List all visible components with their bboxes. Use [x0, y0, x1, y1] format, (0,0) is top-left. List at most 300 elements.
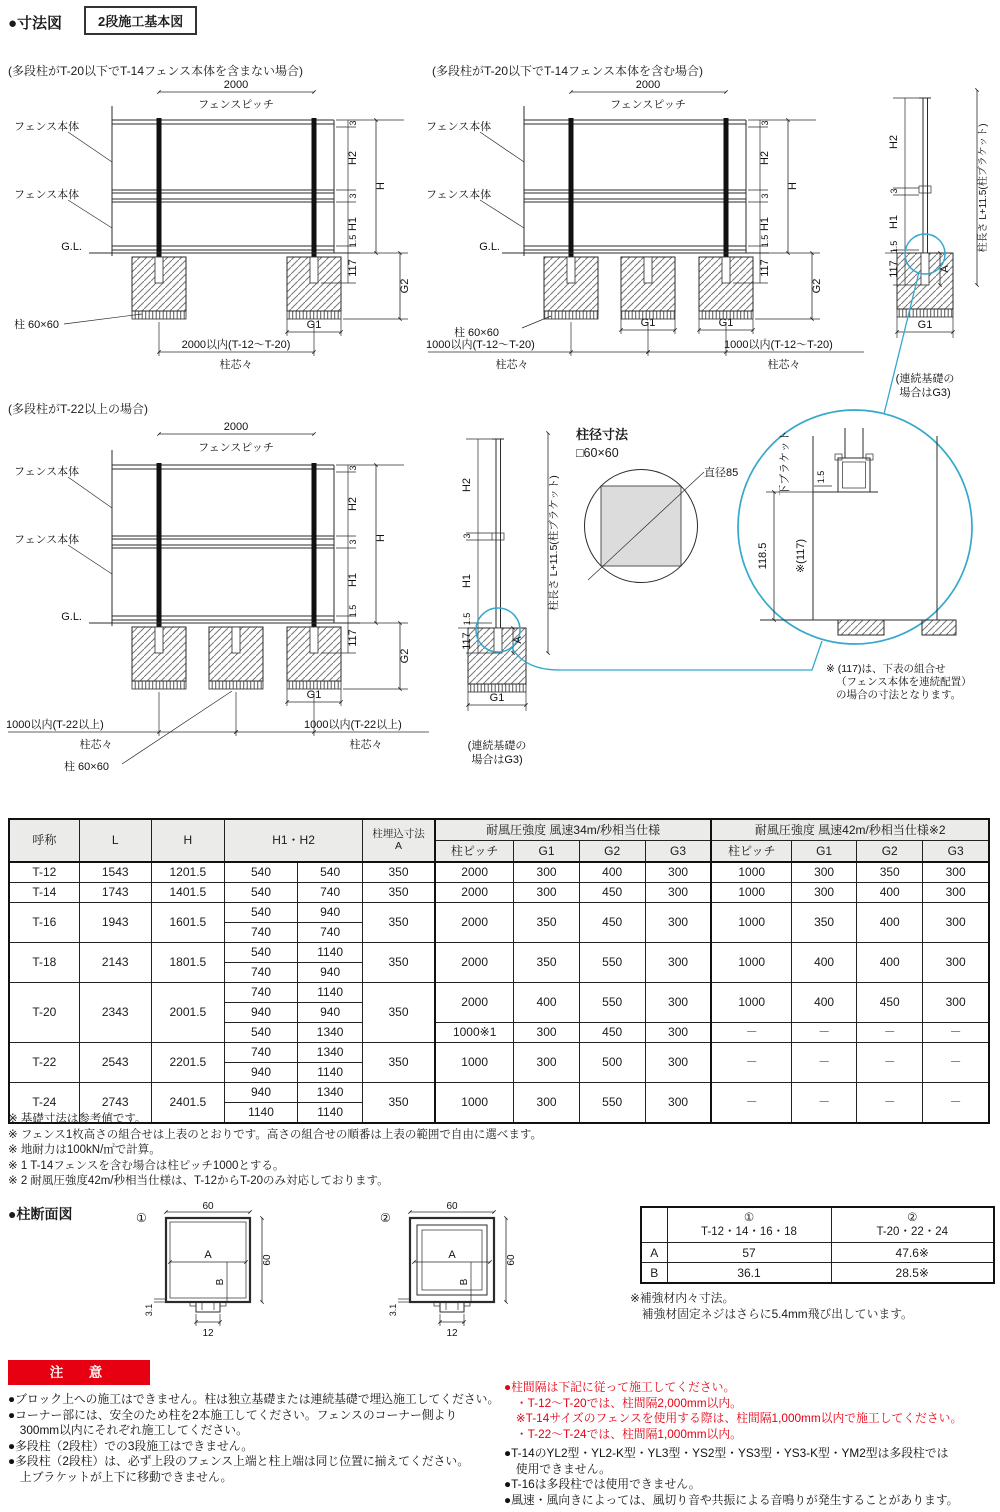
spec-cell: 2143	[79, 943, 151, 983]
spec-cell: 300	[514, 1083, 579, 1124]
gl-label: G.L.	[61, 241, 82, 253]
spec-cell: 400	[579, 862, 645, 883]
note-label: (連続基礎の	[467, 740, 527, 752]
header-row-1	[9, 819, 989, 841]
spec-row	[9, 883, 989, 903]
dim-label: G1	[489, 692, 505, 704]
header-row	[641, 1207, 994, 1243]
spec-row	[9, 862, 989, 883]
spec-cell: 1000	[711, 943, 791, 983]
reinforce-dim-table	[640, 1206, 995, 1284]
dim-label: 3	[348, 120, 358, 126]
dim-label: 柱長さ L+11.5(柱ブラケット)	[548, 475, 560, 611]
post-label: 柱 60×60	[454, 327, 499, 339]
col-header-name: 呼称	[9, 819, 79, 862]
dim-label: 1.5	[889, 240, 899, 254]
caution-line: ●多段柱（2段柱）は、必ず上段のフェンス上端と柱上端は同じ位置に揃えてください。	[8, 1454, 470, 1469]
part-label: フェンス本体	[426, 121, 492, 133]
dim-label: H1	[347, 216, 359, 232]
dim-label: 60	[262, 1254, 273, 1266]
spec-cell: T-22	[9, 1043, 79, 1083]
dim-label: 117	[759, 259, 771, 277]
dim-label: 3.1	[388, 1303, 398, 1317]
caution-title: 注 意	[8, 1360, 150, 1385]
spec-cell: 1140	[224, 1103, 297, 1124]
post-label: 柱 60×60	[14, 319, 59, 331]
spec-cell: T-14	[9, 883, 79, 903]
col-header-g1: G1	[792, 841, 857, 863]
dim-label: フェンスピッチ	[198, 99, 274, 111]
col-header-H: H	[151, 819, 224, 862]
spec-cell: 400	[792, 983, 857, 1023]
span-label: 柱芯々	[79, 739, 113, 751]
type-range: T-12・14・16・18	[701, 1226, 797, 1238]
spec-cell: 940	[224, 1003, 297, 1023]
spec-cell: 350	[514, 943, 579, 983]
dim-label: 1.5	[462, 612, 472, 626]
dim-label: 60	[446, 1201, 458, 1212]
dim-label: G2	[811, 278, 823, 294]
spec-cell: 940	[298, 1003, 363, 1023]
drawing-post-side-1	[845, 80, 1000, 410]
gl-label: G.L.	[61, 611, 82, 623]
post-dia-title: 柱径寸法	[576, 427, 629, 442]
dim-label: A	[939, 265, 951, 273]
spec-cell: 450	[579, 883, 645, 903]
caution-line: ●ブロック上への施工はできません。柱は独立基礎または連続基礎で埋込施工してください。	[8, 1392, 500, 1406]
dim-label: H2	[888, 134, 900, 150]
diagram-type-badge: 2段施工基本図	[84, 6, 197, 35]
spec-cell: 350	[363, 903, 435, 943]
dim-label: 柱長さ L+11.5(柱ブラケット)	[978, 123, 989, 253]
table-note-line: ※ 2 耐風圧強度42m/秒相当仕様は、T-12からT-20のみ対応しております。	[8, 1175, 389, 1187]
usage-notes	[504, 1446, 996, 1508]
caution-list	[8, 1392, 500, 1486]
dim-label: 1.5	[348, 234, 358, 248]
caption-drawing3: (多段柱がT-22以上の場合)	[8, 402, 149, 416]
value-cell: 57	[667, 1243, 831, 1263]
spec-cell: 450	[579, 1023, 645, 1043]
cross-section-title: ●柱断面図	[8, 1206, 73, 1222]
caution-line: 上ブラケットが上下に移動できません。	[8, 1469, 233, 1484]
spec-cell: 2000	[435, 903, 514, 943]
spec-cell: 1000	[435, 1083, 514, 1124]
page-title: ●寸法図	[8, 15, 63, 32]
note-label: 場合はG3)	[899, 387, 951, 399]
dim-label: 直径85	[704, 467, 739, 479]
spec-cell: 2743	[79, 1083, 151, 1124]
spec-cell: 400	[514, 983, 579, 1023]
part-label: フェンス本体	[14, 534, 80, 546]
row-label: B	[641, 1263, 667, 1284]
caution-line: ●多段柱（2段柱）での3段施工はできません。	[8, 1438, 254, 1453]
dim-label: H1	[347, 572, 359, 588]
spec-cell: 2000	[435, 983, 514, 1023]
spec-cell: －	[792, 1043, 857, 1083]
spec-cell: 2201.5	[151, 1043, 224, 1083]
footings	[132, 257, 341, 319]
gl-label: G.L.	[479, 241, 500, 253]
spec-cell: 450	[579, 903, 645, 943]
span-label: 1000以内(T-22以上)	[6, 719, 104, 731]
note-label: (連続基礎の	[895, 373, 955, 385]
span-label: 1000以内(T-12～T-20)	[724, 339, 833, 351]
drawing-elevation-3	[4, 418, 434, 778]
circled-number: ②	[380, 1211, 391, 1225]
spec-cell: 300	[645, 983, 711, 1023]
spec-cell: 1000	[711, 903, 791, 943]
spec-cell: 540	[224, 903, 297, 923]
spec-cell: 350	[792, 903, 857, 943]
spec-cell: 300	[792, 883, 857, 903]
footings	[544, 257, 753, 319]
spec-cell: 1601.5	[151, 903, 224, 943]
spec-cell: 1401.5	[151, 883, 224, 903]
spec-cell: 300	[645, 943, 711, 983]
spec-cell: 1000※1	[435, 1023, 514, 1043]
dim-label: 12	[446, 1328, 458, 1339]
part-label: フェンス本体	[14, 466, 80, 478]
black-note-line: ●風速・風向きによっては、風切り音や共振による音鳴りが発生することがあります。	[504, 1492, 959, 1507]
spec-cell: 300	[645, 1083, 711, 1124]
dim-label: 3	[348, 193, 358, 199]
span-label: 2000以内(T-12～T-20)	[181, 339, 291, 351]
spec-cell: －	[923, 1023, 989, 1043]
col-header-g2: G2	[857, 841, 923, 863]
spec-cell: T-24	[9, 1083, 79, 1124]
spec-cell: －	[923, 1043, 989, 1083]
dim-label: H1	[759, 216, 771, 232]
spec-cell: 1000	[711, 883, 791, 903]
spec-cell: 540	[298, 862, 363, 883]
red-note-line: ●柱間隔は下記に従って施工してください。	[504, 1380, 736, 1394]
spec-cell: 2001.5	[151, 983, 224, 1043]
spec-cell: 940	[298, 963, 363, 983]
col-header-h1h2: H1・H2	[224, 819, 362, 862]
table-notes	[8, 1112, 542, 1190]
spec-cell: 740	[224, 923, 297, 943]
fence-structure	[524, 106, 746, 256]
circled-number: ②	[907, 1211, 918, 1224]
spec-cell: 1543	[79, 862, 151, 883]
span-label: 柱芯々	[495, 359, 529, 371]
dim-label: 3	[348, 465, 358, 471]
group-header-wind34: 耐風圧強度 風速34m/秒相当仕様	[435, 819, 712, 841]
post-square	[601, 486, 681, 566]
drawing-cross-section-1	[128, 1202, 308, 1350]
group-header-wind42: 耐風圧強度 風速42m/秒相当仕様※2	[711, 819, 989, 841]
spec-cell: 1743	[79, 883, 151, 903]
dim-label: 3	[760, 120, 770, 126]
dim-label: G2	[399, 648, 411, 664]
spec-cell: 1340	[298, 1043, 363, 1063]
circled-number: ①	[743, 1211, 755, 1224]
post-dia-size: □60×60	[576, 446, 619, 460]
table-note-line: ※ 1 T-14フェンスを含む場合は柱ピッチ1000とする。	[8, 1159, 285, 1172]
dim-label: G2	[399, 278, 411, 294]
drawing-elevation-2	[424, 78, 869, 378]
spec-cell: T-20	[9, 983, 79, 1043]
spec-cell: －	[711, 1043, 791, 1083]
spec-cell: 300	[923, 943, 989, 983]
post-profile	[410, 1218, 494, 1312]
table-note-line: ※ フェンス1枚高さの組合せは上表のとおりです。高さの組合せの順番は上表の範囲で自由に選べます。	[8, 1128, 542, 1141]
fence-structure	[112, 450, 334, 626]
spec-cell: －	[792, 1023, 857, 1043]
dim-label: H2	[347, 496, 359, 512]
dim-label: G1	[718, 317, 734, 329]
detail-note: （フェンス本体を連続配置）	[836, 676, 972, 688]
spec-cell: 300	[923, 903, 989, 943]
dim-label: 2000	[635, 79, 661, 91]
col-header-type2	[831, 1207, 994, 1243]
spec-cell: 2000	[435, 943, 514, 983]
dim-label: 3	[889, 188, 899, 194]
spec-cell: －	[857, 1023, 923, 1043]
spec-cell: 350	[514, 903, 579, 943]
black-note-line: 使用できません。	[504, 1461, 611, 1476]
spec-cell: T-12	[9, 862, 79, 883]
spec-cell: T-16	[9, 903, 79, 943]
part-label: フェンス本体	[426, 189, 492, 201]
dim-label: H	[375, 182, 387, 190]
dim-label: 2000	[223, 421, 249, 433]
row-B	[641, 1263, 994, 1284]
spec-cell: 300	[645, 1043, 711, 1083]
spec-cell: 300	[514, 883, 579, 903]
row-A	[641, 1243, 994, 1263]
spec-row	[9, 1083, 989, 1103]
spec-cell: 1201.5	[151, 862, 224, 883]
caption-drawing1: (多段柱がT-20以下でT-14フェンス本体を含まない場合)	[8, 64, 304, 78]
spec-cell: 350	[363, 1083, 435, 1124]
table-note-line: ※ 基礎寸法は参考値です。	[8, 1113, 147, 1125]
post-profile	[166, 1218, 250, 1312]
dim-label: H2	[347, 150, 359, 166]
span-label: 1000以内(T-12～T-20)	[426, 339, 535, 351]
dimension-lines	[8, 434, 429, 764]
caption-drawing2: (多段柱がT-20以下でT-14フェンス本体を含む場合)	[432, 64, 704, 78]
part-label: フェンス本体	[14, 189, 80, 201]
reinforce-note-2: 補強材固定ネジはさらに5.4mm飛び出しています。	[630, 1307, 913, 1321]
spec-cell: 350	[857, 862, 923, 883]
col-header-pitch42: 柱ピッチ	[711, 841, 791, 863]
dim-label: フェンスピッチ	[198, 442, 274, 454]
spec-cell: 550	[579, 1083, 645, 1124]
dim-label: A	[204, 1249, 212, 1261]
black-note-line: ●T-16は多段柱では使用できません。	[504, 1477, 701, 1492]
caution-line: 300mm以内にそれぞれ施工してください。	[8, 1423, 248, 1438]
spec-cell: 300	[792, 862, 857, 883]
col-header-g3: G3	[645, 841, 711, 863]
fence-structure	[112, 106, 334, 256]
spec-cell: 940	[298, 903, 363, 923]
spec-cell: －	[711, 1083, 791, 1124]
dim-label: H	[787, 182, 799, 190]
spec-cell: 300	[645, 883, 711, 903]
detail-note: の場合の寸法となります。	[836, 689, 962, 701]
col-header-type1	[667, 1207, 831, 1243]
col-header-g1: G1	[514, 841, 579, 863]
dim-label: 3	[760, 193, 770, 199]
spec-cell: 300	[645, 862, 711, 883]
dim-label: G1	[640, 317, 656, 329]
spec-cell: 300	[514, 862, 579, 883]
post-side	[492, 439, 504, 628]
spec-cell: 500	[579, 1043, 645, 1083]
part-label: 下ブラケット	[779, 430, 791, 496]
value-cell: 36.1	[667, 1263, 831, 1284]
spec-table	[8, 818, 990, 1124]
dim-label: 2000	[223, 79, 249, 91]
dim-label: 60	[506, 1254, 517, 1266]
dim-label: 1.5	[348, 604, 358, 618]
dim-label: H2	[461, 477, 473, 493]
spec-cell: －	[857, 1043, 923, 1083]
black-note-line: ●T-14のYL2型・YL2-K型・YL3型・YS2型・YS3型・YS3-K型・YM2型は多段柱では	[504, 1446, 949, 1460]
dim-label: H1	[888, 214, 900, 230]
embed-label-2: A	[395, 839, 403, 852]
spec-cell: 300	[645, 903, 711, 943]
col-header-embed	[363, 819, 435, 862]
spec-cell: 1801.5	[151, 943, 224, 983]
spec-cell: 1140	[298, 983, 363, 1003]
spec-cell: 2343	[79, 983, 151, 1043]
dim-label: 12	[202, 1328, 214, 1339]
empty-corner-cell	[641, 1207, 667, 1243]
drawing-elevation-1	[4, 78, 424, 378]
spec-cell: 540	[224, 883, 297, 903]
span-label: 柱芯々	[349, 739, 383, 751]
red-note-line: ・T-22～T-24では、柱間隔1,000mm以内。	[504, 1426, 742, 1441]
red-note-line: ※T-14サイズのフェンスを使用する際は、柱間隔1,000mm以内で施工してください。	[504, 1411, 963, 1426]
spec-cell: 1140	[298, 1103, 363, 1124]
spec-cell: 300	[923, 862, 989, 883]
post-label: 柱 60×60	[64, 761, 109, 773]
col-header-pitch34: 柱ピッチ	[435, 841, 514, 863]
spec-row	[9, 943, 989, 963]
red-note-line: ・T-12～T-20では、柱間隔2,000mm以内。	[504, 1395, 742, 1410]
part-label: フェンス本体	[14, 121, 80, 133]
dim-label: H1	[461, 573, 473, 589]
dim-label: 117	[461, 632, 473, 650]
span-label: 1000以内(T-22以上)	[304, 719, 402, 731]
dim-label: 118.5	[757, 542, 769, 570]
dim-label: フェンスピッチ	[610, 99, 686, 111]
row-label: A	[641, 1243, 667, 1263]
detail-note: ※ (117)は、下表の組合せ	[826, 663, 946, 675]
drawing-bracket-detail	[718, 380, 1000, 715]
spec-row	[9, 1043, 989, 1063]
spec-cell: 450	[857, 983, 923, 1023]
dim-label: G1	[306, 319, 322, 331]
spec-cell: 1000	[711, 862, 791, 883]
dim-label: A	[512, 636, 524, 644]
spec-cell: 1340	[298, 1083, 363, 1103]
spec-cell: 300	[645, 1023, 711, 1043]
embed-label-1: 柱埋込寸法	[372, 827, 425, 840]
spec-cell: 350	[363, 883, 435, 903]
spec-cell: 2401.5	[151, 1083, 224, 1124]
spec-row	[9, 983, 989, 1003]
note-label: 場合はG3)	[471, 754, 523, 766]
spec-cell: 940	[224, 1063, 297, 1083]
dim-label: 60	[202, 1201, 214, 1212]
dim-label: 117	[888, 260, 900, 278]
col-header-g3: G3	[923, 841, 989, 863]
post-spacing-notes	[504, 1380, 996, 1442]
spec-cell: 300	[514, 1023, 579, 1043]
spec-cell: 740	[224, 983, 297, 1003]
drawing-cross-section-2	[372, 1202, 552, 1350]
spec-cell: 940	[224, 1083, 297, 1103]
dimension-lines	[398, 1212, 506, 1326]
col-header-g2: G2	[579, 841, 645, 863]
dim-label: ※(117)	[795, 538, 807, 574]
spec-cell: 1000	[435, 1043, 514, 1083]
spec-cell: 400	[792, 943, 857, 983]
spec-cell: T-18	[9, 943, 79, 983]
spec-cell: 300	[923, 883, 989, 903]
circled-number: ①	[136, 1211, 147, 1225]
spec-cell: 350	[363, 1043, 435, 1083]
spec-cell: 2000	[435, 883, 514, 903]
dim-label: H	[375, 534, 387, 542]
spec-cell: 300	[514, 1043, 579, 1083]
spec-cell: 550	[579, 983, 645, 1023]
value-cell: 28.5※	[831, 1263, 994, 1284]
spec-cell: 740	[224, 963, 297, 983]
dim-label: 117	[347, 629, 359, 647]
spec-cell: 740	[298, 923, 363, 943]
dim-label: 117	[347, 259, 359, 277]
dim-label: G1	[917, 319, 933, 331]
span-label: 柱芯々	[219, 359, 253, 371]
spec-cell: 1140	[298, 943, 363, 963]
dim-label: B	[215, 1278, 226, 1286]
dim-label: 3.1	[144, 1303, 154, 1317]
dim-label: A	[448, 1249, 456, 1261]
spec-cell: 350	[363, 943, 435, 983]
spec-cell: －	[857, 1083, 923, 1124]
dim-label: G1	[306, 689, 322, 701]
spec-row	[9, 903, 989, 923]
table-note-line: ※ 地耐力は100kN/㎡で計算。	[8, 1144, 161, 1156]
spec-cell: 400	[857, 943, 923, 983]
spec-cell: 1340	[298, 1023, 363, 1043]
type-range: T-20・22・24	[876, 1226, 949, 1238]
spec-cell: 2543	[79, 1043, 151, 1083]
dim-label: H2	[759, 150, 771, 166]
spec-cell: 400	[857, 903, 923, 943]
spec-cell: －	[923, 1083, 989, 1124]
spec-cell: －	[792, 1083, 857, 1124]
post-side	[919, 98, 931, 253]
span-label: 柱芯々	[767, 359, 801, 371]
col-header-L: L	[79, 819, 151, 862]
spec-cell: 350	[363, 862, 435, 883]
caution-line: ●コーナー部には、安全のため柱を2本施工してください。フェンスのコーナー側より	[8, 1407, 458, 1422]
reinforce-note-1: ※補強材内々寸法。	[630, 1291, 735, 1305]
spec-cell: 1943	[79, 903, 151, 943]
posts	[571, 118, 726, 257]
footings	[132, 627, 341, 689]
spec-cell: －	[711, 1023, 791, 1043]
spec-cell: 740	[224, 1043, 297, 1063]
dim-label: 1.5	[816, 470, 826, 484]
dim-label: B	[459, 1278, 470, 1286]
spec-cell: 350	[363, 983, 435, 1043]
